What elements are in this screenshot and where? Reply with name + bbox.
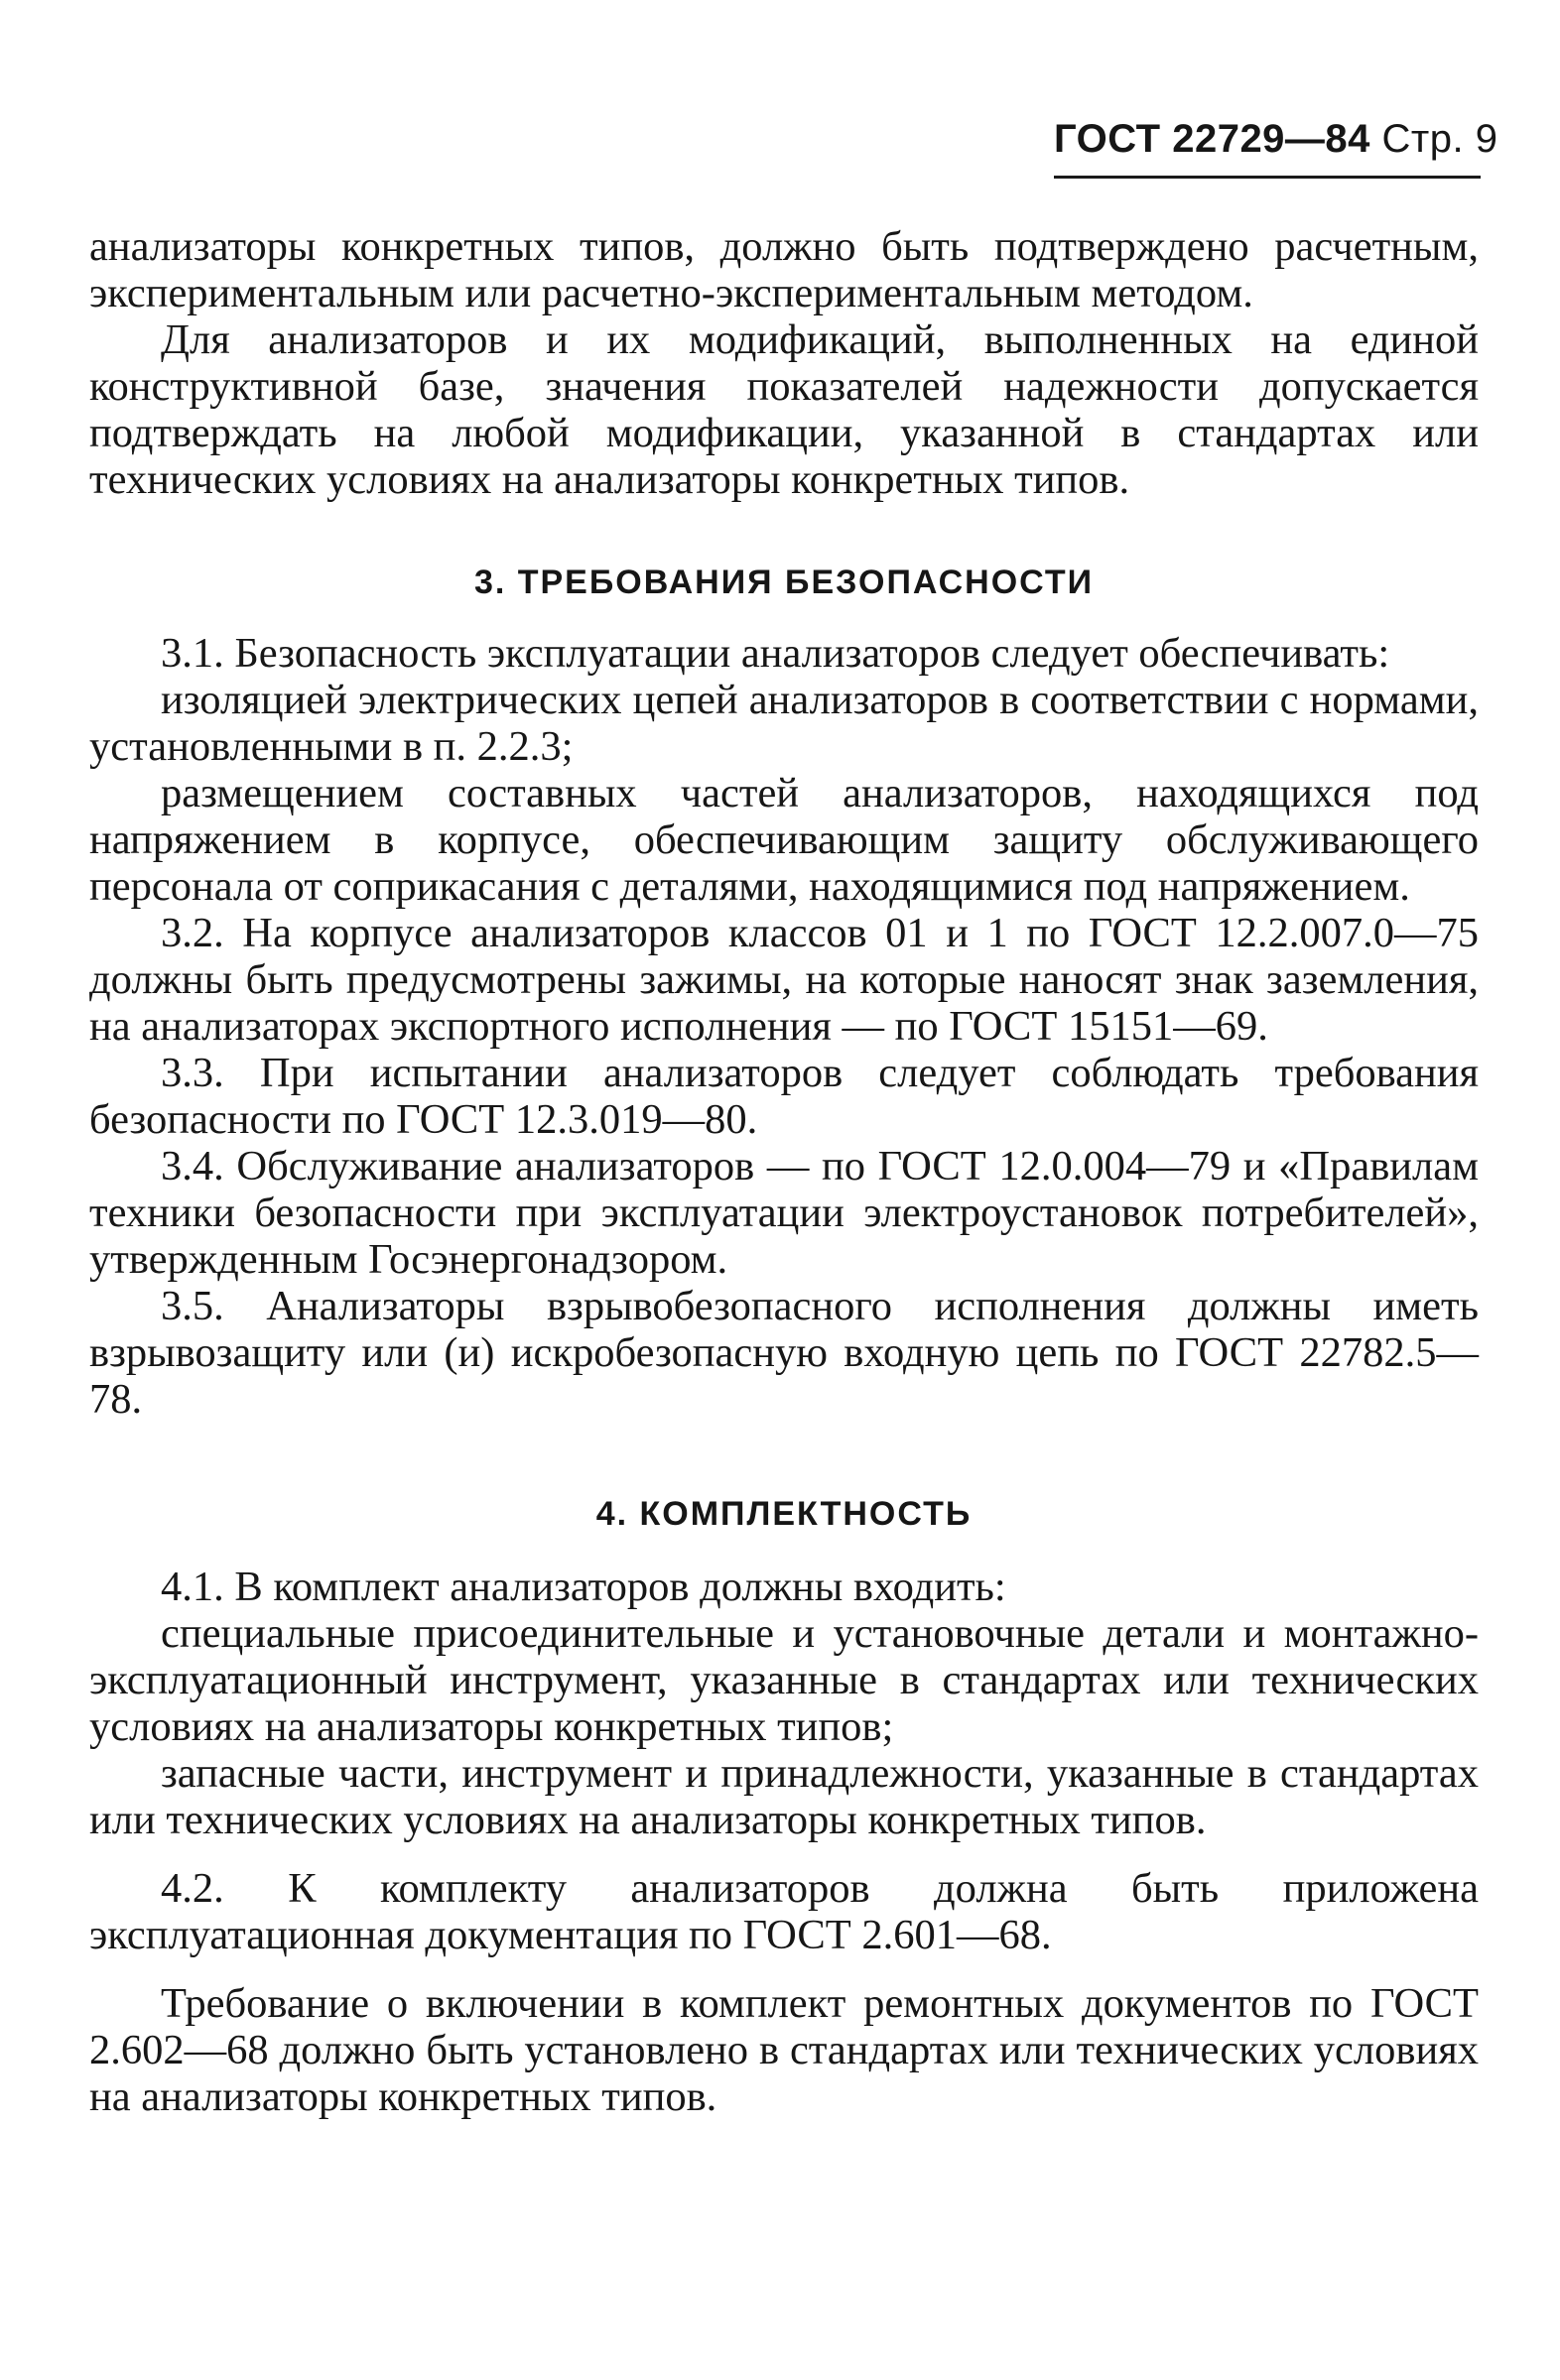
page-number: Стр. 9 [1381,117,1498,161]
paragraph-3-1: 3.1. Безопасность эксплуатации анализаторов следует обеспечивать: [161,630,1390,677]
paragraph-intro-continuation: анализаторы конкретных типов, должно быть подтверждено расчетным, экспериментальным или расчетно-экспериментальным методом. [89,223,1479,316]
paragraph-4-2-repair-docs: Требование о включении в комплект ремонтных документов по ГОСТ 2.602—68 должно быть установлено в стандартах или технических условиях на анализаторы конкретных типов. [89,1980,1479,2120]
paragraph-3-1-placement: размещением составных частей анализаторов, находящихся под напряжением в корпусе, обеспечивающим защиту обслуживающего персонала от соприкасания с деталями, находящимися под напряжением. [89,770,1479,910]
paragraph-4-1-spare-parts: запасные части, инструмент и принадлежности, указанные в стандартах или технических условиях на анализаторы конкретных типов. [89,1750,1479,1843]
paragraph-4-1-special-parts: специальные присоединительные и установочные детали и монтажно-эксплуатационный инструмент, указанные в стандартах или технических условиях на анализаторы конкретных типов; [89,1610,1479,1750]
section-heading-safety: 3. ТРЕБОВАНИЯ БЕЗОПАСНОСТИ [473,564,1095,601]
paragraph-intro-modifications: Для анализаторов и их модификаций, выполненных на единой конструктивной базе, значения показателей надежности допускается подтверждать на любой модификации, указанной в стандартах или технических условиях на анализаторы конкретных типов. [89,316,1479,503]
paragraph-3-3: 3.3. При испытании анализаторов следует соблюдать требования безопасности по ГОСТ 12.3.019—80. [89,1050,1479,1143]
section-heading-completeness: 4. КОМПЛЕКТНОСТЬ [595,1495,973,1533]
document-body [89,223,1479,2120]
page-header [1054,117,1498,179]
paragraph-4-2: 4.2. К комплекту анализаторов должна быть приложена эксплуатационная документация по ГОСТ 2.601—68. [89,1865,1479,1958]
paragraph-3-2: 3.2. На корпусе анализаторов классов 01 и 1 по ГОСТ 12.2.007.0—75 должны быть предусмотрены зажимы, на которые наносят знак заземления, на анализаторах экспортного исполнения — по ГОСТ 15151—69. [89,910,1479,1050]
paragraph-3-5: 3.5. Анализаторы взрывобезопасного исполнения должны иметь взрывозащиту или (и) искробезопасную входную цепь по ГОСТ 22782.5—78. [89,1283,1479,1423]
paragraph-3-1-insulation: изоляцией электрических цепей анализаторов в соответствии с нормами, установленными в п. 2.2.3; [89,677,1479,770]
paragraph-4-1: 4.1. В комплект анализаторов должны входить: [161,1564,1006,1610]
standard-number: ГОСТ 22729—84 [1054,117,1370,161]
paragraph-3-4: 3.4. Обслуживание анализаторов — по ГОСТ 12.0.004—79 и «Правилам техники безопасности при эксплуатации электроустановок потребителей», утвержденным Госэнергонадзором. [89,1143,1479,1283]
